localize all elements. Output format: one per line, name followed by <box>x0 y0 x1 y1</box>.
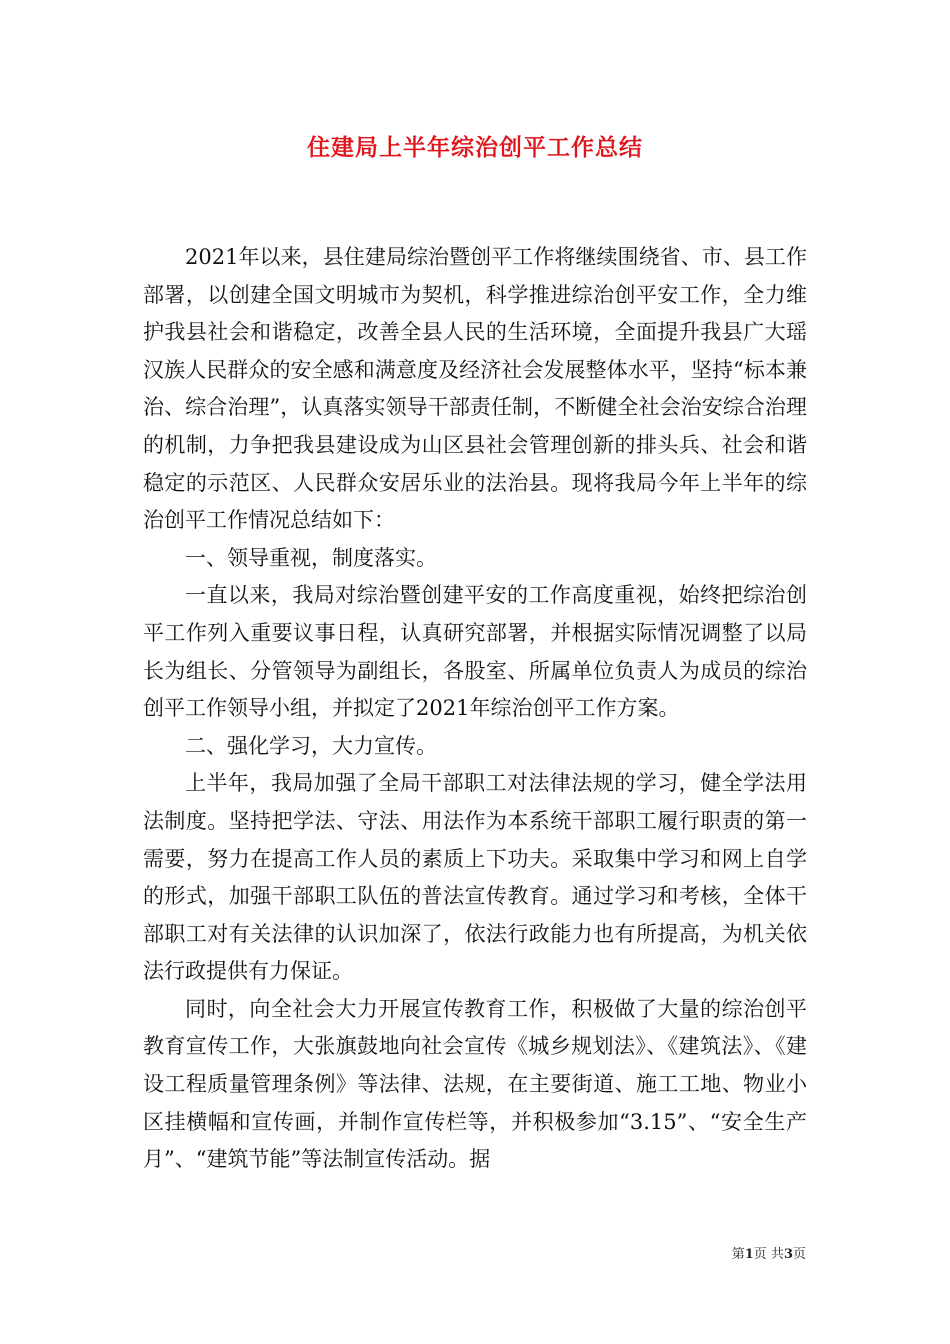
total-pages-number: 3 <box>783 1247 793 1262</box>
footer-suffix: 页 <box>792 1247 806 1262</box>
paragraph-leadership: 一直以来，我局对综治暨创建平安的工作高度重视，始终把综治创平工作列入重要议事日程，认真研究部署，并根据实际情况调整了以局长为组长、分管领导为副组长，各股室、所属单位负责人为成员的综治创平工作领导小组，并拟定了2021年综治创平工作方案。 <box>143 583 807 721</box>
page-footer <box>700 1246 806 1264</box>
paragraph-publicity: 同时，向全社会大力开展宣传教育工作，积极做了大量的综治创平教育宣传工作，大张旗鼓地向社会宣传《城乡规划法》、《建筑法》、《建设工程质量管理条例》等法律、法规，在主要街道、施工工地、物业小区挂横幅和宣传画，并制作宣传栏等，并积极参加“3.15”、“安全生产月”、“建筑节能”等法制宣传活动。据 <box>143 996 807 1172</box>
paragraph-intro: 2021年以来，县住建局综治暨创平工作将继续围绕省、市、县工作部署，以创建全国文明城市为契机，科学推进综治创平安工作，全力维护我县社会和谐稳定，改善全县人民的生活环境，全面提升我县广大瑶汉族人民群众的安全感和满意度及经济社会发展整体水平，坚持“标本兼治、综合治理”，认真落实领导干部责任制，不断健全社会治安综合治理的机制，力争把我县建设成为山区县社会管理创新的排头兵、社会和谐稳定的示范区、人民群众安居乐业的法治县。现将我局今年上半年的综治创平工作情况总结如下： <box>143 245 807 533</box>
document-body <box>143 239 807 1179</box>
footer-middle: 页 共 <box>753 1247 784 1262</box>
document-title: 住建局上半年综治创平工作总结 <box>307 134 643 161</box>
current-page-number: 1 <box>744 1247 754 1262</box>
footer-prefix: 第 <box>731 1247 745 1262</box>
paragraph-study: 上半年，我局加强了全局干部职工对法律法规的学习，健全学法用法制度。坚持把学法、守法、用法作为本系统干部职工履行职责的第一需要，努力在提高工作人员的素质上下功夫。采取集中学习和网上自学的形式，加强干部职工队伍的普法宣传教育。通过学习和考核，全体干部职工对有关法律的认识加深了，依法行政能力也有所提高，为机关依法行政提供有力保证。 <box>143 771 807 984</box>
section-heading-2: 二、强化学习，大力宣传。 <box>185 733 437 758</box>
section-heading-1: 一、领导重视，制度落实。 <box>185 545 437 570</box>
